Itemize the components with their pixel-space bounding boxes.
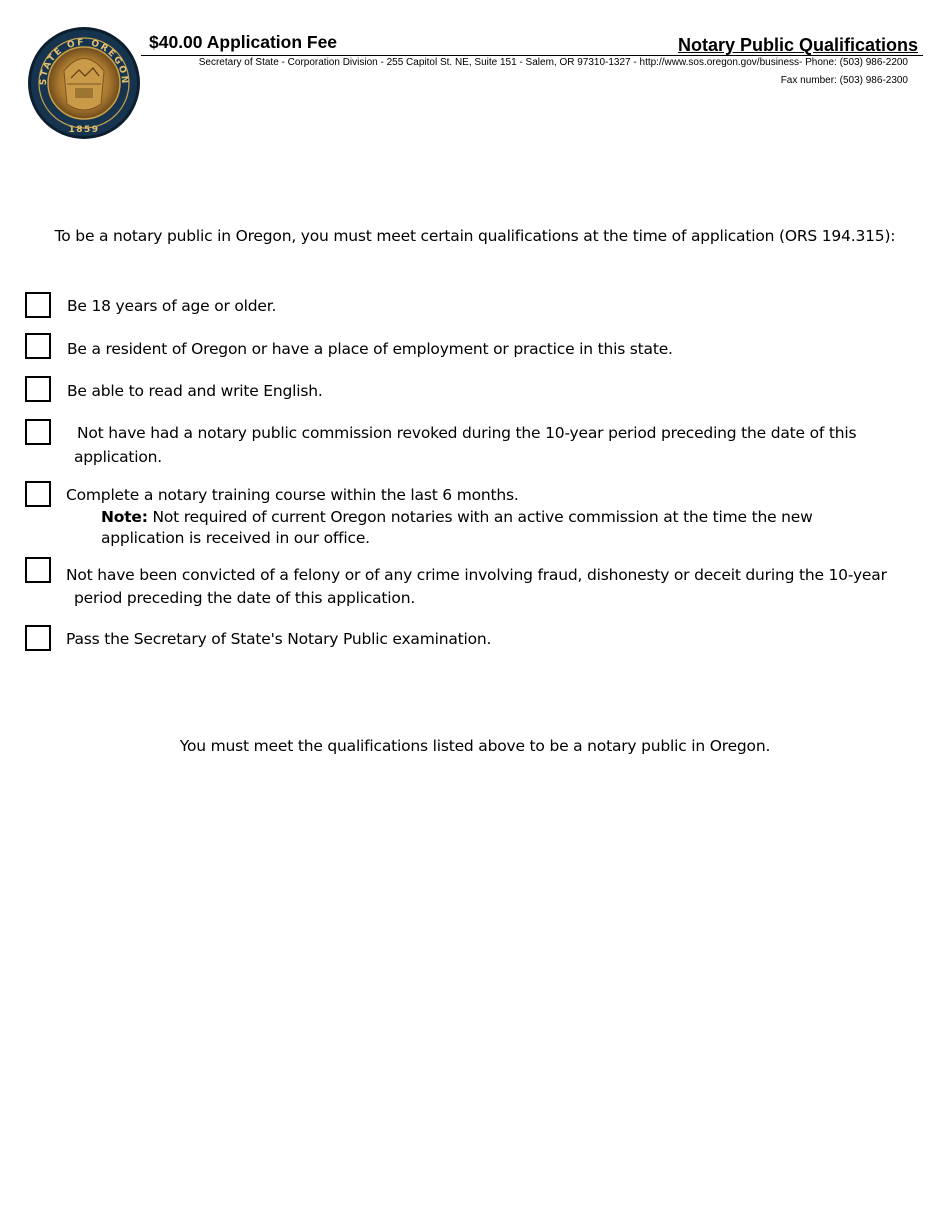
note-label: Note: xyxy=(101,508,148,526)
qualification-no-revocation-line2: application. xyxy=(74,448,163,466)
qualification-no-felony-line1: Not have been convicted of a felony or of any crime involving fraud, dishonesty or deceit during the 10-year xyxy=(66,566,887,584)
qualification-english: Be able to read and write English. xyxy=(67,382,323,400)
fax-number: Fax number: (503) 986-2300 xyxy=(780,75,908,86)
checkbox-no-felony[interactable] xyxy=(25,557,51,583)
application-fee: $40.00 Application Fee xyxy=(149,32,338,52)
qualification-exam: Pass the Secretary of State's Notary Public examination. xyxy=(66,630,492,648)
checkbox-no-revocation[interactable] xyxy=(25,419,51,445)
note-text: Not required of current Oregon notaries with an active commission at the time the new xyxy=(152,508,813,526)
checkbox-training[interactable] xyxy=(25,481,51,507)
state-seal-logo xyxy=(27,26,141,140)
qualification-no-revocation-line1: Not have had a notary public commission revoked during the 10-year period preceding the date of this xyxy=(77,424,857,442)
header-divider xyxy=(141,55,923,56)
seal-top-text: STATE OF OREGON xyxy=(38,37,130,86)
seal-year: 1859 xyxy=(68,125,100,135)
training-note xyxy=(101,507,881,528)
checkbox-residency[interactable] xyxy=(25,333,51,359)
checkbox-age[interactable] xyxy=(25,292,51,318)
closing-statement: You must meet the qualifications listed above to be a notary public in Oregon. xyxy=(179,737,771,755)
qualification-age: Be 18 years of age or older. xyxy=(67,297,277,315)
training-note-line2: application is received in our office. xyxy=(101,529,370,547)
qualification-training: Complete a notary training course within the last 6 months. xyxy=(66,486,519,504)
checkbox-english[interactable] xyxy=(25,376,51,402)
checkbox-exam[interactable] xyxy=(25,625,51,651)
qualification-no-felony-line2: period preceding the date of this application. xyxy=(74,589,416,607)
page-title: Notary Public Qualifications xyxy=(677,35,918,55)
contact-address: Secretary of State - Corporation Division - 255 Capitol St. NE, Suite 151 - Salem, OR 97310-1327 - http://www.sos.oregon.gov/business- Phone: (503) 986-2200 xyxy=(198,57,908,68)
intro-text: To be a notary public in Oregon, you must meet certain qualifications at the time of application (ORS 194.315): xyxy=(54,227,896,245)
qualification-residency: Be a resident of Oregon or have a place of employment or practice in this state. xyxy=(67,340,673,358)
